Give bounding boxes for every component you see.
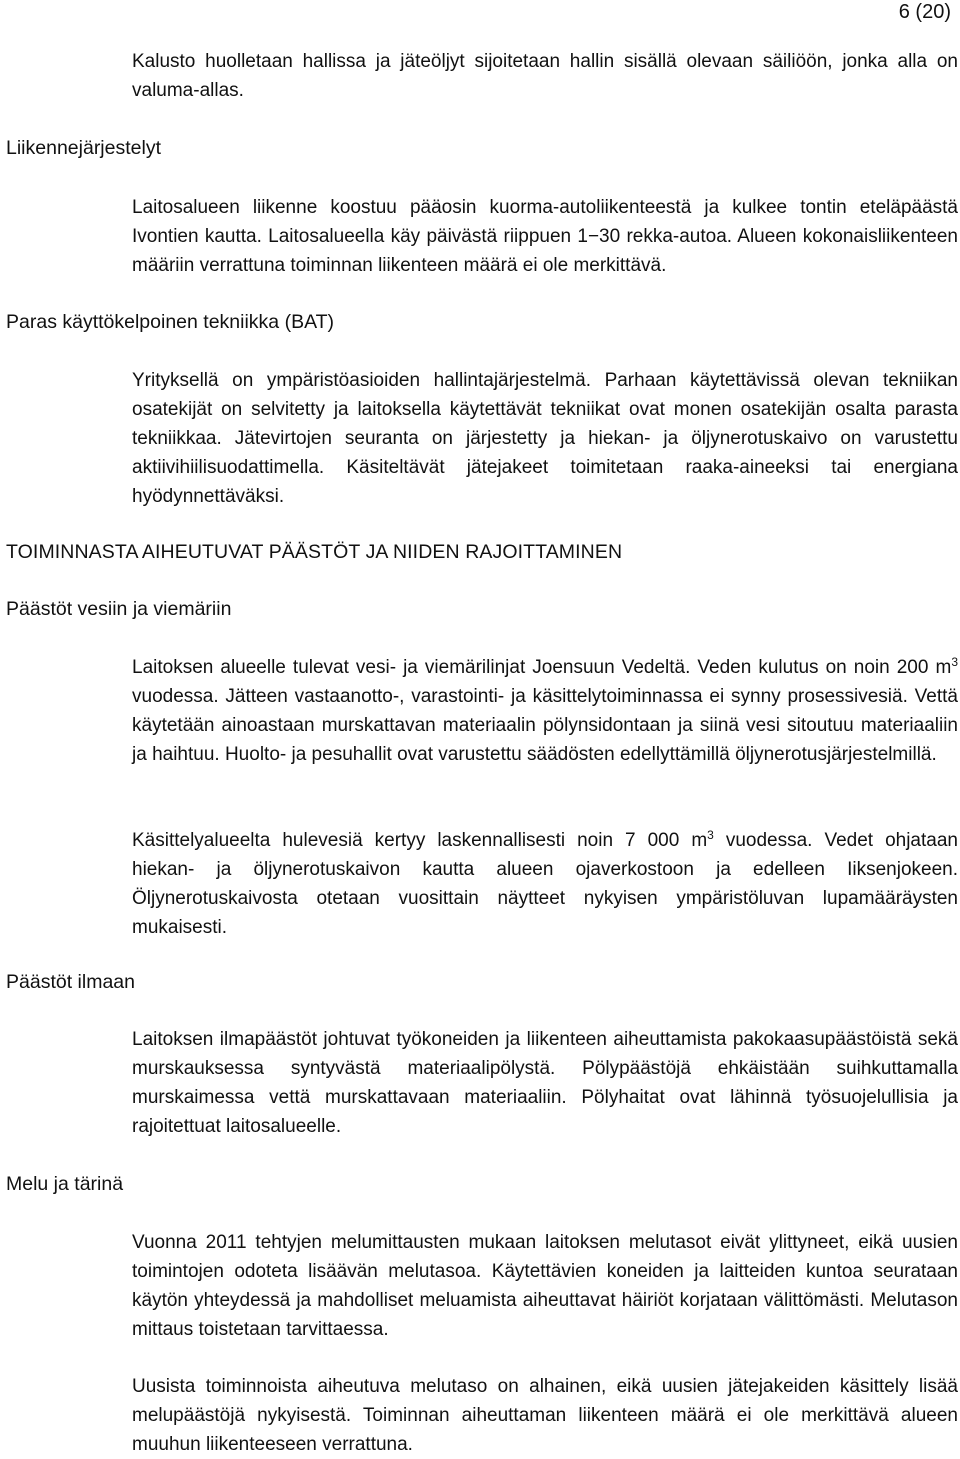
air-paragraph: Laitoksen ilmapäästöt johtuvat työkoneiden ja liikenteen aiheuttamista pakokaasupäästöistä sekä murskauksessa syntyvästä materiaalipölystä. Pölypäästöjä ehkäistään suihkuttamalla murskaimessa vettä murskattavaan materiaaliin. Pölyhaitat ovat lähinnä työsuojelullisia ja rajoitettuat laitosalueelle. xyxy=(132,1029,958,1137)
bat-paragraph: Yrityksellä on ympäristöasioiden hallintajärjestelmä. Parhaan käytettävissä olevan tekniikan osatekijät on selvitetty ja laitoksella käytettävät tekniikat ovat monen osatekijän osalta parasta tekniikkaa. Jätevirtojen seuranta on järjestetty ja hiekan- ja öljynerotuskaivo on varustettu aktiivihiilisuodattimella. Käsiteltävät jätejakeet toimitetaan raaka-aineeksi tai energiana hyödynnettäväksi. xyxy=(132,370,958,507)
page-number: 6 (20) xyxy=(898,1,951,23)
heading-traffic: Liikennejärjestelyt xyxy=(6,137,162,159)
heading-bat: Paras käyttökelpoinen tekniikka (BAT) xyxy=(6,311,335,333)
main-heading-emissions: TOIMINNASTA AIHEUTUVAT PÄÄSTÖT JA NIIDEN RAJOITTAMINEN xyxy=(6,541,623,563)
heading-water: Päästöt vesiin ja viemäriin xyxy=(6,598,232,620)
traffic-paragraph: Laitosalueen liikenne koostuu pääosin kuorma-autoliikenteestä ja kulkee tontin eteläpäästä Ivontien kautta. Laitosalueella käy päivästä riippuen 1−30 rekka-autoa. Alueen kokonaisliikenteen määriin verrattuna toiminnan liikenteen määrä ei ole merkittävä. xyxy=(132,197,958,276)
heading-air: Päästöt ilmaan xyxy=(6,971,135,993)
water-paragraph-2: Käsittelyalueelta hulevesiä kertyy laskennallisesti noin 7 000 $m^3$ vuodessa. Vedet ohjataan hiekan- ja öljynerotuskaivon kautta alueen ojaverkostoon ja edelleen Iiksenjokeen. Öljynerotuskaivosta otetaan vuosittain näytteet nykyisen ympäristöluvan lupamääräysten mukaisesti. xyxy=(132,827,958,938)
heading-noise: Melu ja tärinä xyxy=(6,1173,124,1195)
intro-paragraph: Kalusto huolletaan hallissa ja jäteöljyt sijoitetaan hallin sisällä olevaan säiliöön, jonka alla on valuma-allas. xyxy=(132,51,958,101)
water-paragraph-1: Laitoksen alueelle tulevat vesi- ja viemärilinjat Joensuun Vedeltä. Veden kulutus on noin 200 $m^3$ vuodessa. Jätteen vastaanotto-, varastointi- ja käsittelytoiminnassa ei synny prosessivesiä. Vettä käytetään ainoastaan murskattavan materiaalin pölynsidontaan ja siinä vesi sitoutuu materiaaliin ja haihtuu. Huolto- ja pesuhallit ovat varustettu säädösten edellyttämillä öljynerotusjärjestelmillä. xyxy=(132,654,958,765)
noise-paragraph-1: Vuonna 2011 tehtyjen melumittausten mukaan laitoksen melutasot eivät ylittyneet, eikä uusien toimintojen odoteta lisäävän melutasoa. Käytettävien koneiden ja laitteiden kuntoa seurataan käytön yhteydessä ja mahdolliset meluamista aiheuttavat häiriöt korjataan välittömästi. Melutason mittaus toistetaan tarvittaessa. xyxy=(132,1232,958,1340)
noise-paragraph-2: Uusista toiminnoista aiheutuva melutaso on alhainen, eikä uusien jätejakeiden käsittely lisää melupäästöjä nykyisestä. Toiminnan aiheuttaman liikenteen määrä ei ole merkittävä alueen muuhun liikenteeseen verrattuna. xyxy=(132,1376,958,1455)
